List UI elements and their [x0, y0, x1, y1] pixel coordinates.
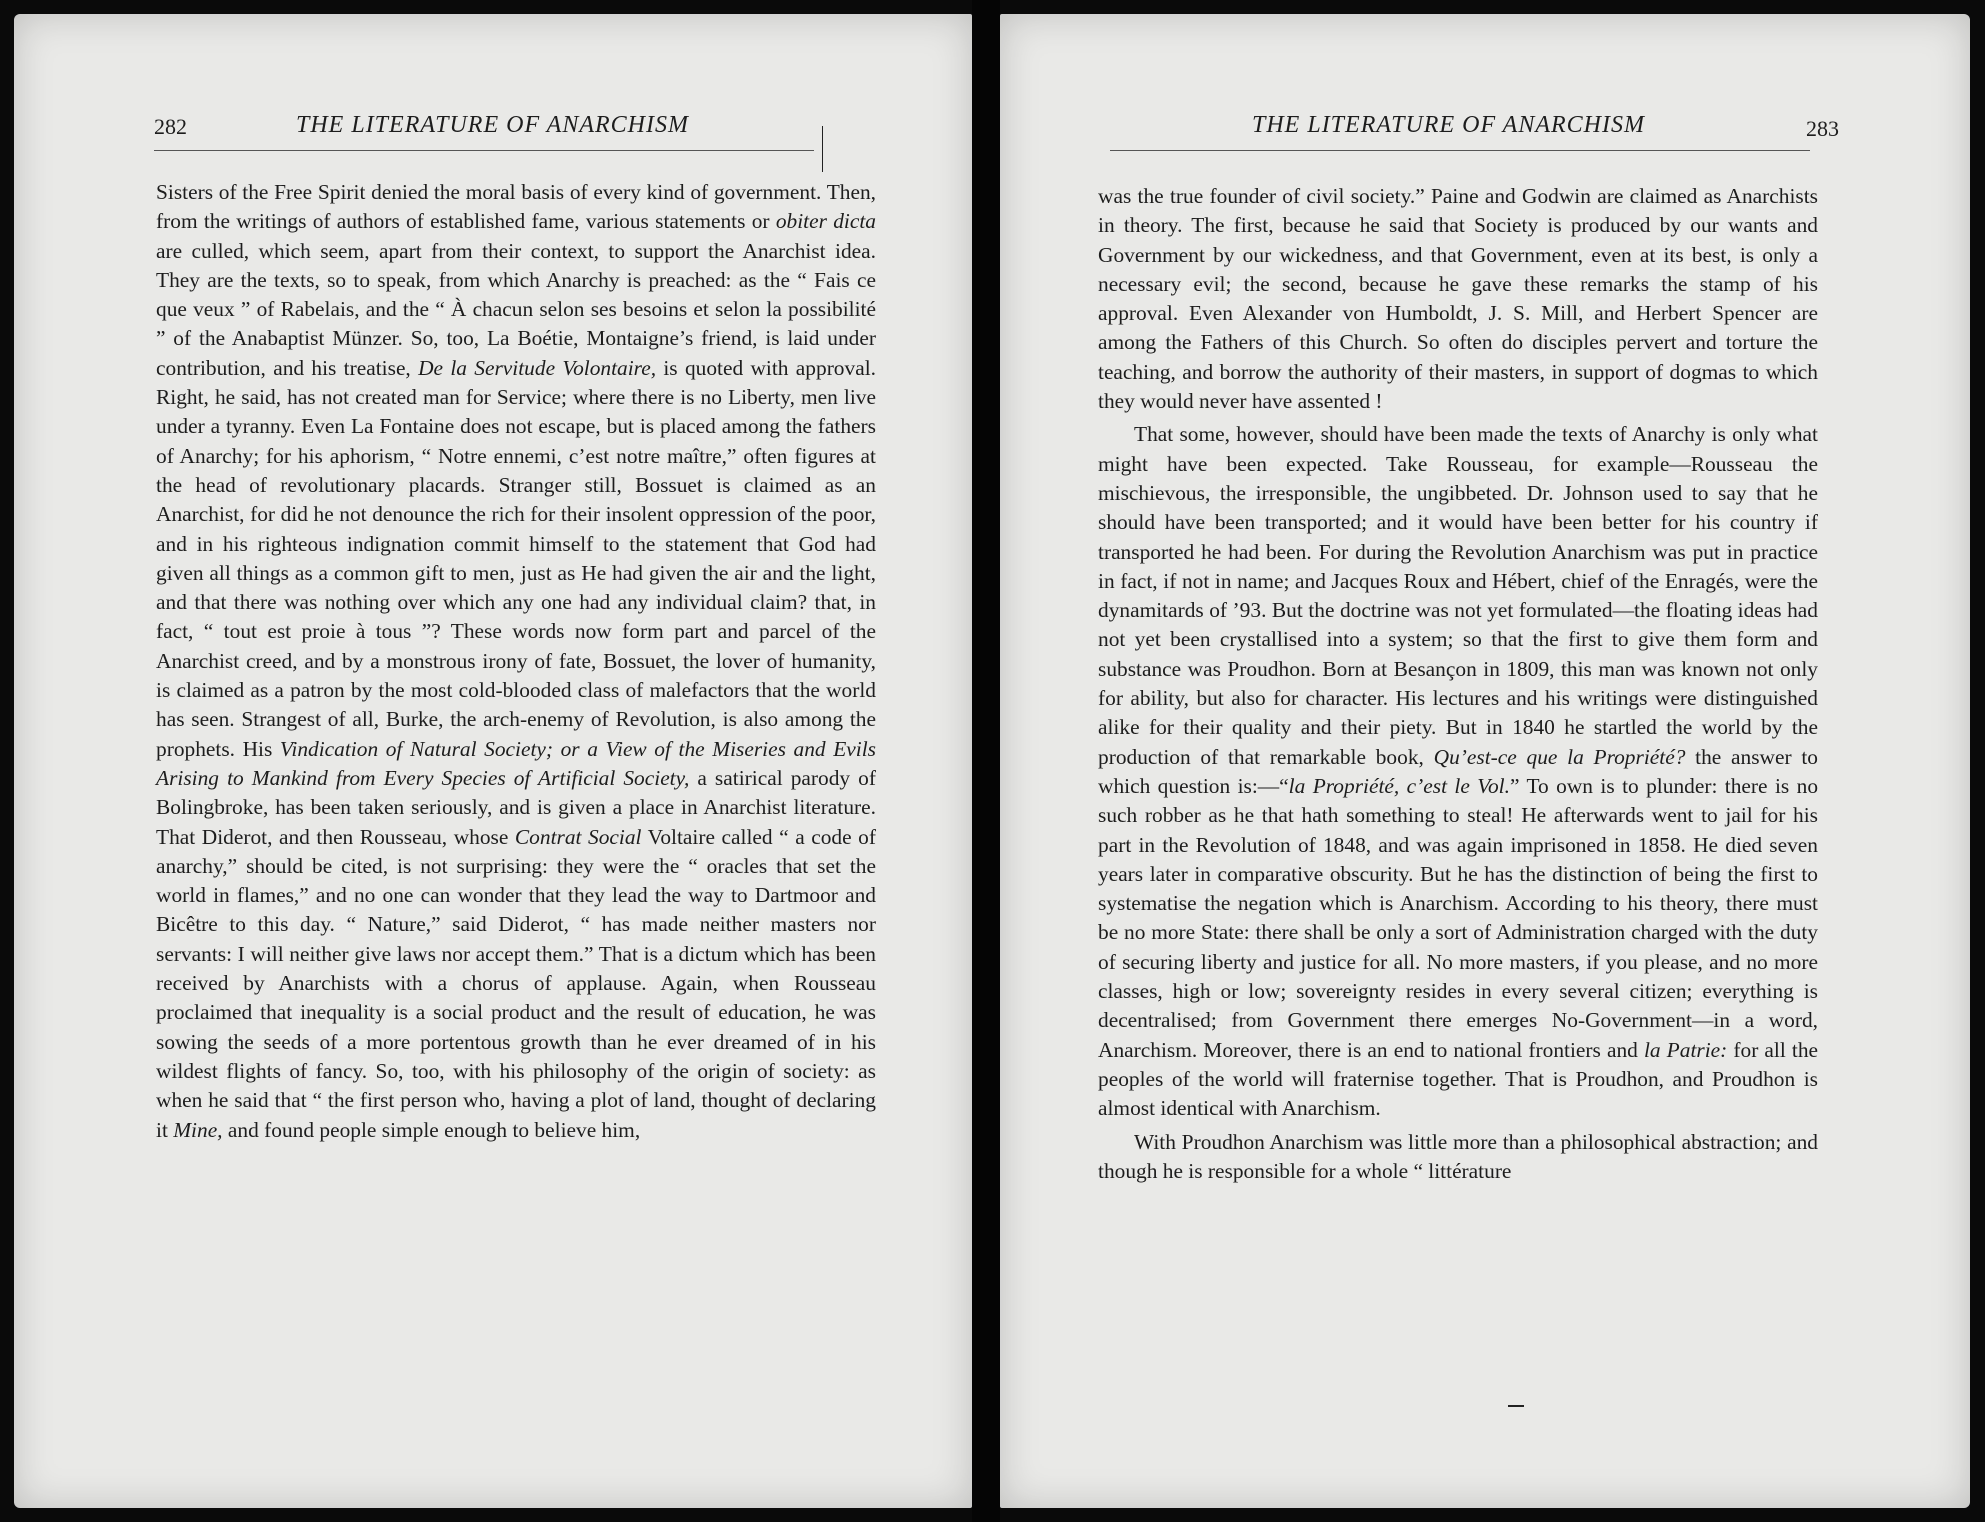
right-page: [1000, 14, 1970, 1508]
right-running-head: THE LITERATURE OF ANARCHISM: [1252, 112, 1645, 138]
left-header-rule: [154, 150, 814, 151]
paragraph: [1098, 1128, 1818, 1187]
right-page-header: [1000, 112, 1970, 146]
text-run: That some, however, should have been made the texts of Anarchy is only what might have been expected. Take Rousseau, for example—Rousseau the mischievous, the irresponsible, the ungibbeted. Dr. Johnson used to say that he should have been transported; and it would have been better for his country if transported he had been. For during the Revolution Anarchism was put in practice in fact, if not in name; and Jacques Roux and Hébert, chief of the Enragés, were the dynamitards of ’93. But the doctrine was not yet formulated—the floating ideas had not yet been crystallised into a system; so that the first to give them form and substance was Proudhon. Born at Besançon in 1809, this man was known not only for ability, but also for character. His lectures and his writings were distinguished alike for their quality and their piety. But in 1840 he startled the world by the production of that remarkable book,: [1098, 422, 1818, 769]
text-run: Sisters of the Free Spirit denied the moral basis of every kind of government. Then, from the writings of authors of established fame, various statements or: [156, 180, 876, 234]
print-mark-dash: [1508, 1405, 1524, 1407]
text-run: was the true founder of civil society.” Paine and Godwin are claimed as Anarchists in theory. The first, because he said that Society is produced by our wants and Government by our wickedness, and that Government, even at its best, is only a necessary evil; the second, because he gave these remarks the stamp of his approval. Even Alexander von Humboldt, J. S. Mill, and Herbert Spencer are among the Fathers of this Church. So often do disciples pervert and torture the teaching, and borrow the authority of their masters, in support of dogmas to which they would never have assented !: [1098, 184, 1818, 414]
right-header-rule: [1110, 150, 1810, 151]
italic-text: De la Servitude Volontaire,: [418, 355, 657, 380]
paragraph: [1098, 182, 1818, 416]
text-run: a satirical parody of Bolingbroke, has been taken seriously, and is given a place in Anarchist literature. That Diderot, and then Rousseau, whose: [156, 765, 876, 849]
italic-text: Vindication of Natural Society; or a View of the Miseries and Evils Arising to Mankind from Every Species of Artificial Society,: [156, 736, 876, 790]
text-run: Voltaire called “ a code of anarchy,” should be cited, is not surprising: they were the “ oracles that set the world in flames,” and no one can wonder that they lead the way to Dartmoor and Bicêtre to this day. “ Nature,” said Diderot, “ has made neither masters nor servants: I will neither give laws nor accept them.” That is a dictum which has been received by Anarchists with a chorus of applause. Again, when Rousseau proclaimed that inequality is a social product and the result of education, he was sowing the seeds of a more portentous growth than he ever dreamed of in his wildest flights of fancy. So, too, with his philosophy of the origin of society: as when he said that “ the first person who, having a plot of land, thought of declaring it: [156, 824, 876, 1142]
left-running-head: THE LITERATURE OF ANARCHISM: [296, 112, 689, 138]
paragraph: [156, 178, 876, 1145]
paragraph: [1098, 420, 1818, 1123]
italic-text: Mine,: [173, 1117, 223, 1142]
italic-text: la Propriété, c’est le Vol.: [1288, 773, 1510, 798]
text-run: the answer to which question is:—“: [1098, 744, 1818, 798]
print-mark: [822, 126, 823, 172]
italic-text: obiter dicta: [775, 209, 876, 234]
italic-text: Qu’est-ce que la Propriété?: [1433, 744, 1686, 769]
text-run: for all the peoples of the world will fraternise together. That is Proudhon, and Proudhon is almost identical with Anarchism.: [1098, 1037, 1819, 1121]
left-page-header: [14, 112, 972, 146]
italic-text: la Patrie:: [1643, 1037, 1728, 1062]
text-run: and found people simple enough to believe him,: [222, 1117, 641, 1142]
left-page: [14, 14, 972, 1508]
italic-text: Contrat Social: [514, 824, 642, 849]
text-run: is quoted with approval. Right, he said, has not created man for Service; where there is no Liberty, men live under a tyranny. Even La Fontaine does not escape, but is placed among the fathers of Anarchy; for his aphorism, “ Notre ennemi, c’est notre maître,” often figures at the head of revolutionary placards. Stranger still, Bossuet is claimed as an Anarchist, for did he not denounce the rich for their insolent oppression of the poor, and in his righteous indignation commit himself to the statement that God had given all things as a common gift to men, just as He had given the air and the light, and that there was nothing over which any one had any individual claim? that, in fact, “ tout est proie à tous ”? These words now form part and parcel of the Anarchist creed, and by a monstrous irony of fate, Bossuet, the lover of humanity, is claimed as a patron by the most cold-blooded class of malefactors that the world has seen. Strangest of all, Burke, the arch-enemy of Revolution, is also among the prophets. His: [156, 355, 876, 761]
left-page-number: 282: [154, 114, 187, 139]
text-run: ” To own is to plunder: there is no such robber as he that hath something to steal! He afterwards went to jail for his part in the Revolution of 1848, and was again imprisoned in 1858. He died seven years later in comparative obscurity. But he has the distinction of being the first to systematise the negation which is Anarchism. According to his theory, there must be no more State: there shall be only a sort of Administration charged with the duty of securing liberty and justice for all. No more masters, if you please, and no more classes, high or low; sovereignty resides in every several citizen; everything is decentralised; from Government there emerges No-Government—in a word, Anarchism. Moreover, there is an end to national frontiers and: [1098, 773, 1819, 1062]
right-page-number: 283: [1806, 116, 1839, 141]
left-page-body: [156, 178, 876, 1145]
text-run: With Proudhon Anarchism was little more than a philosophical abstraction; and though he is responsible for a whole “ littérature: [1098, 1129, 1818, 1183]
right-page-body: [1098, 182, 1818, 1186]
text-run: are culled, which seem, apart from their context, to support the Anarchist idea. They are the texts, so to speak, from which Anarchy is preached: as the “ Fais ce que veux ” of Rabelais, and the “ À chacun selon ses besoins et selon la possibilité ” of the Anabaptist Münzer. So, too, La Boétie, Montaigne’s friend, is laid under contribution, and his treatise,: [156, 238, 876, 380]
book-gutter: [972, 0, 1000, 1522]
